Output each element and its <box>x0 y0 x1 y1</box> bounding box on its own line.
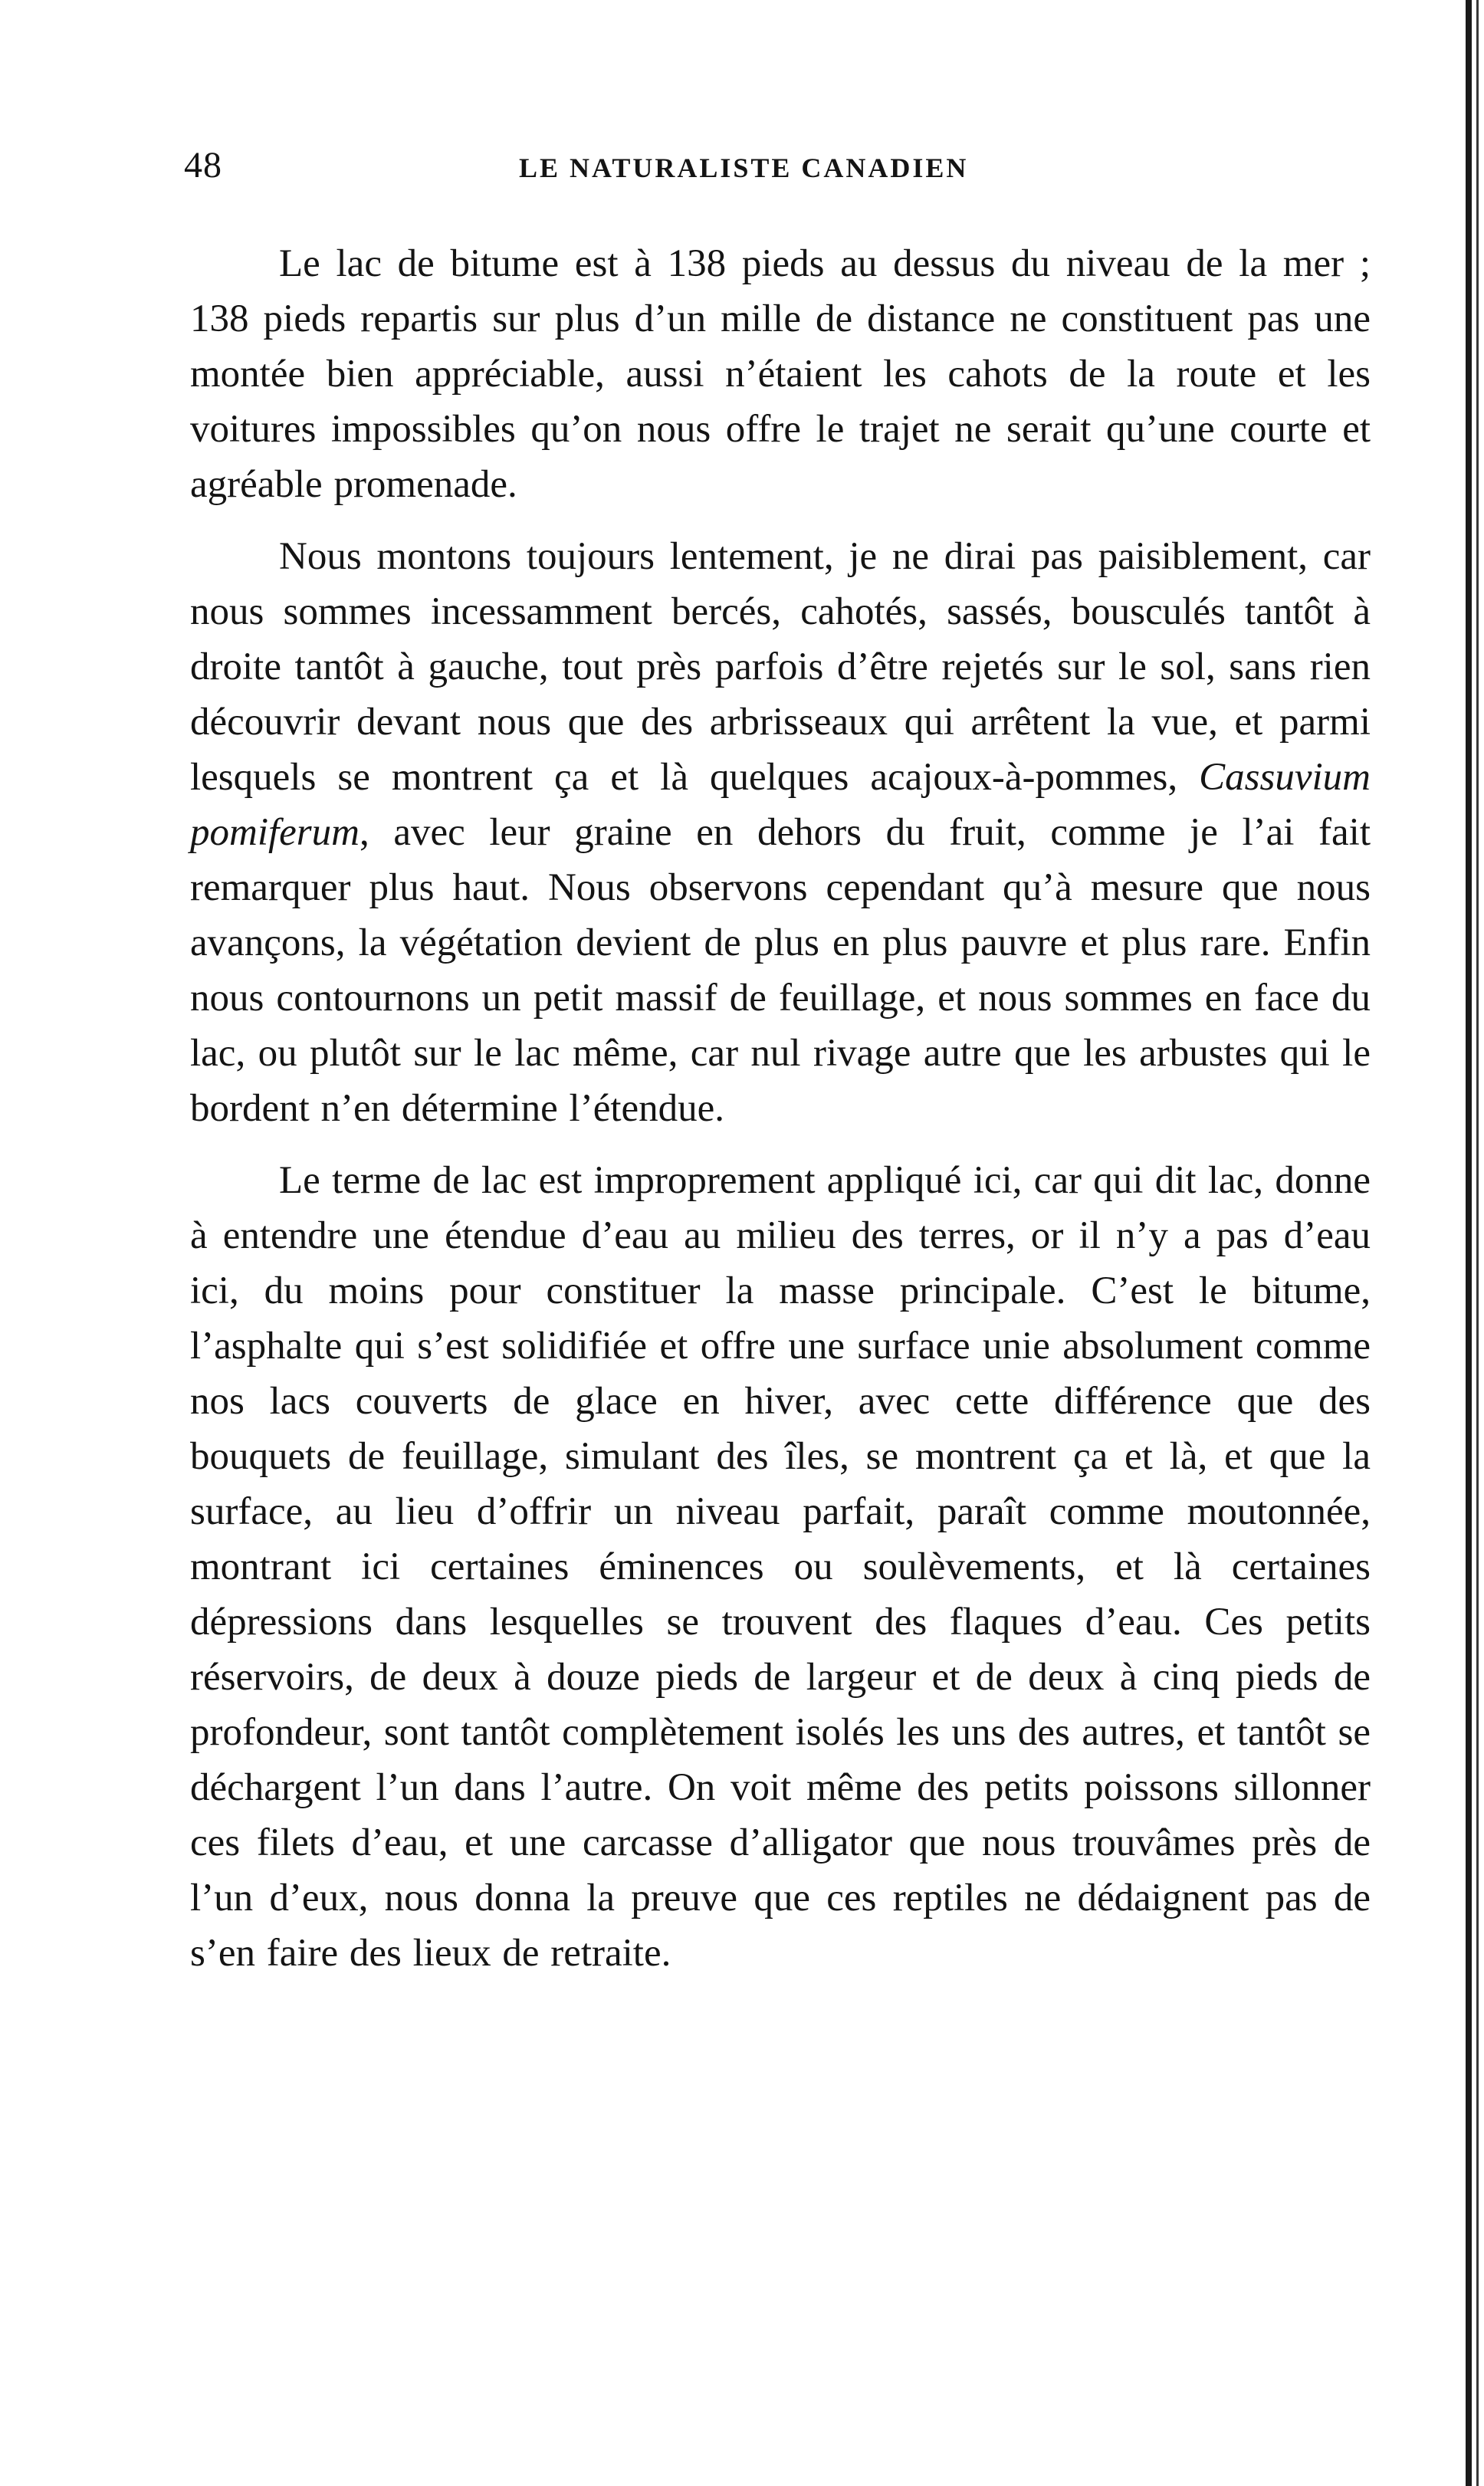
page-edge-shadow <box>1466 0 1472 2486</box>
paragraph-text-before-italic: Nous montons toujours lentement, je ne dirai pas paisiblement, car nous sommes incessamment bercés, cahotés, sassés, bousculés tantôt à droite tantôt à gauche, tout près parfois d’être rejetés sur le sol, sans rien découvrir devant nous que des arbrisseaux qui arrêtent la vue, et parmi lesquels se montrent ça et là quelques acajoux-à-pommes, <box>190 535 1371 799</box>
paragraph-text: Le lac de bitume est à 138 pieds au dessus du niveau de la mer ; 138 pieds repartis sur plus d’un mille de distance ne constituent pas une montée bien appréciable, aussi n’étaient les cahots de la route et les voitures impossibles qu’on nous offre le trajet ne serait qu’une courte et agréable promenade. <box>190 242 1371 506</box>
page-header <box>184 144 1027 198</box>
page-edge-line <box>1476 0 1479 2486</box>
paragraph-text-after-italic: , avec leur graine en dehors du fruit, comme je l’ai fait remarquer plus haut. Nous observons cependant qu’à mesure que nous avançons, la végétation devient de plus en plus pauvre et plus rare. Enfin nous contournons un petit massif de feuillage, et nous sommes en face du lac, ou plutôt sur le lac même, car nul rivage autre que les arbustes qui le bordent n’en détermine l’étendue. <box>190 811 1371 1130</box>
paragraph-1 <box>190 236 1371 512</box>
paragraph-3 <box>190 1153 1371 1981</box>
species-name-italic: Cassuvium pomiferum <box>190 756 1371 854</box>
page-number: 48 <box>184 145 222 186</box>
body-text <box>190 236 1371 1998</box>
running-title: LE NATURALISTE CANADIEN <box>519 153 969 183</box>
paragraph-text: Le terme de lac est improprement appliqué ici, car qui dit lac, donne à entendre une étendue d’eau au milieu des terres, or il n’y a pas d’eau ici, du moins pour constituer la masse principale. C’est le bitume, l’asphalte qui s’est solidifiée et offre une surface unie absolument comme nos lacs couverts de glace en hiver, avec cette différence que des bouquets de feuillage, simulant des îles, se montrent ça et là, et que la surface, au lieu d’offrir un niveau parfait, paraît comme moutonnée, montrant ici certaines éminences ou soulèvements, et là certaines dépressions dans lesquelles se trouvent des flaques d’eau. Ces petits réservoirs, de deux à douze pieds de largeur et de deux à cinq pieds de profondeur, sont tantôt complètement isolés les uns des autres, et tantôt se déchargent l’un dans l’autre. On voit même des petits poissons sillonner ces filets d’eau, et une carcasse d’alligator que nous trouvâmes près de l’un d’eux, nous donna la preuve que ces reptiles ne dédaignent pas de s’en faire des lieux de retraite. <box>190 1159 1371 1975</box>
paragraph-2 <box>190 529 1371 1136</box>
